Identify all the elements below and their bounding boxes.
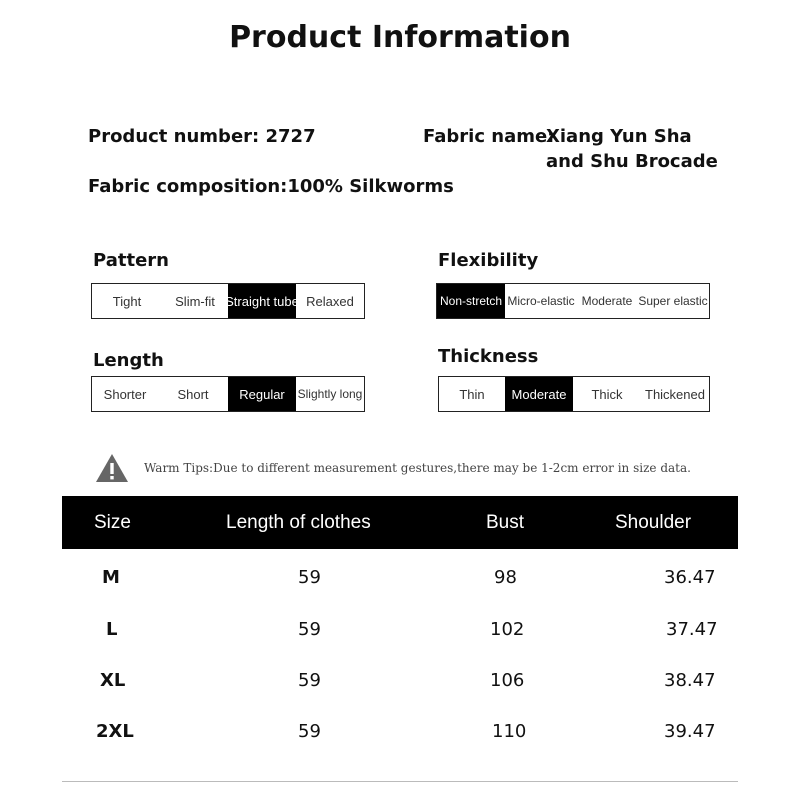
- thickness-option: Thickened: [645, 386, 705, 402]
- cell-shoulder: 38.47: [664, 670, 716, 691]
- flexibility-scale: [436, 283, 710, 319]
- thickness-label: Thickness: [438, 346, 539, 367]
- cell-size: XL: [100, 670, 126, 691]
- header-shoulder-width: Shoulder width: [615, 512, 692, 586]
- warm-tip: [94, 452, 754, 484]
- bottom-divider: [62, 781, 738, 782]
- cell-length: 59: [298, 670, 321, 691]
- flexibility-option: Micro-elastic: [507, 294, 575, 308]
- warning-icon: [94, 452, 130, 484]
- flexibility-option: Super elastic: [638, 294, 708, 308]
- pattern-scale: [91, 283, 365, 319]
- cell-shoulder: 36.47: [664, 567, 716, 588]
- product-number: Product number: 2727: [88, 126, 316, 147]
- cell-shoulder: 37.47: [666, 619, 718, 640]
- fabric-composition: Fabric composition:100% Silkworms: [88, 176, 454, 197]
- flexibility-option-selected: Non-stretch: [437, 284, 505, 318]
- pattern-option: Relaxed: [306, 293, 354, 309]
- length-option: Short: [177, 386, 209, 402]
- header-length: Length of clothes: [226, 512, 371, 533]
- pattern-option-selected: Straight tube: [228, 284, 296, 318]
- header-size: Size: [94, 512, 131, 533]
- table-row: [62, 604, 738, 655]
- length-option: Slightly long: [297, 387, 363, 401]
- cell-bust: 102: [490, 619, 525, 640]
- cell-shoulder: 39.47: [664, 721, 716, 742]
- cell-size: 2XL: [96, 721, 134, 742]
- fabric-name-line1: Xiang Yun Sha: [546, 126, 692, 147]
- length-option: Shorter: [103, 386, 147, 402]
- page-title: Product Information: [229, 20, 571, 55]
- thickness-option-selected: Moderate: [505, 377, 573, 411]
- cell-length: 59: [298, 619, 321, 640]
- flexibility-label: Flexibility: [438, 250, 539, 271]
- fabric-name-label: Fabric name:: [423, 126, 555, 147]
- table-row: [62, 655, 738, 706]
- cell-bust: 98: [494, 567, 517, 588]
- thickness-scale: [438, 376, 710, 412]
- table-row: [62, 706, 738, 757]
- pattern-label: Pattern: [93, 250, 169, 271]
- pattern-option: Tight: [112, 293, 142, 309]
- length-scale: [91, 376, 365, 412]
- fabric-name-line2: and Shu Brocade: [546, 151, 718, 172]
- header-bust: Bust: [486, 512, 525, 533]
- pattern-option: Slim-fit: [175, 293, 215, 309]
- cell-length: 59: [298, 567, 321, 588]
- thickness-option: Thick: [591, 386, 623, 402]
- cell-size: L: [106, 619, 118, 640]
- length-option-selected: Regular: [228, 377, 296, 411]
- cell-bust: 106: [490, 670, 525, 691]
- cell-bust: 110: [492, 721, 527, 742]
- cell-length: 59: [298, 721, 321, 742]
- cell-size: M: [102, 567, 120, 588]
- length-label: Length: [93, 350, 164, 371]
- flexibility-option: Moderate: [581, 294, 633, 308]
- warm-tip-text: Warm Tips:Due to different measurement gestures,there may be 1-2cm error in size data.: [144, 461, 691, 475]
- table-row: [62, 552, 738, 603]
- thickness-option: Thin: [459, 386, 485, 402]
